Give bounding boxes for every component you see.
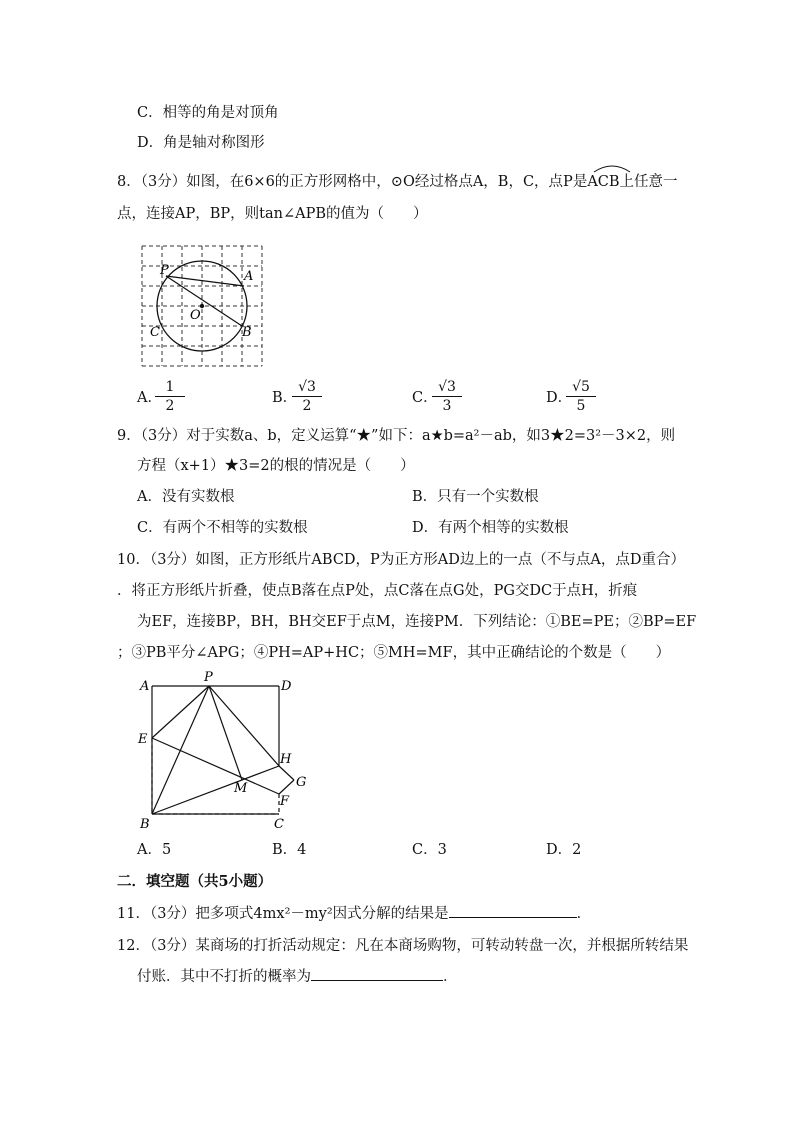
q7-option-c: C．相等的角是对顶角 <box>137 105 279 121</box>
q8-option-d-fraction <box>566 378 596 415</box>
q8-label-a: A <box>244 269 254 284</box>
q10-label-b: B <box>140 817 150 832</box>
q9-line2: 方程（x+1）★3=2的根的情况是（ ） <box>137 458 415 474</box>
q8-option-c-label: C． <box>412 390 438 406</box>
q8-label-b: B <box>242 325 252 340</box>
q8-option-d-label: D． <box>546 390 573 406</box>
q12-line1: 12．（3分）某商场的打折活动规定：凡在本商场购物，可转动转盘一次，并根据所转结果 <box>117 938 689 954</box>
q8-option-b-label: B． <box>272 390 298 406</box>
q9-option-c: C．有两个不相等的实数根 <box>137 520 308 536</box>
q10-line2: ．将正方形纸片折叠，使点B落在点P处，点C落在点G处，PG交DC于点H，折痕 <box>117 583 638 599</box>
q8-label-o: O <box>190 308 201 323</box>
q10-label-e: E <box>138 732 148 747</box>
q10-option-b: B．4 <box>272 842 307 858</box>
q10-line4: ；③PB平分∠APG；④PH=AP+HC；⑤MH=MF，其中正确结论的个数是（ ） <box>117 645 671 661</box>
q10-label-f: F <box>280 794 290 809</box>
q8-option-c-num: √3 <box>432 378 462 397</box>
q8-option-b-den: 2 <box>302 398 312 414</box>
q10-label-c: C <box>274 817 284 832</box>
q11-text: 11．（3分）把多项式4mx²－my²因式分解的结果是 <box>117 906 449 922</box>
q10-fold-figure <box>134 668 314 834</box>
arc-mark-icon <box>592 162 632 174</box>
q10-label-d: D <box>281 679 292 694</box>
q11-end: ． <box>576 906 592 922</box>
q11-line <box>117 903 591 924</box>
q10-label-g: G <box>296 775 307 790</box>
q12-line2-wrap <box>137 966 458 987</box>
q10-label-p: P <box>204 670 213 685</box>
q9-line1: 9．（3分）对于实数a、b，定义运算“★”如下：a★b=a²－ab，如3★2=3²－3×2，则 <box>117 428 676 444</box>
q8-option-d-num: √5 <box>566 378 596 397</box>
q8-option-a-label: A． <box>137 390 162 406</box>
q9-option-a: A．没有实数根 <box>137 489 235 505</box>
q12-end: ． <box>443 969 458 985</box>
q8-option-a-den: 2 <box>165 398 175 414</box>
q10-label-h: H <box>280 752 292 767</box>
q8-line2: 点，连接AP，BP，则tan∠APB的值为（ ） <box>117 206 428 222</box>
q10-option-d: D．2 <box>546 842 582 858</box>
q12-answer-blank[interactable] <box>311 966 443 981</box>
q8-label-c: C <box>150 325 160 340</box>
q10-option-c: C．3 <box>412 842 447 858</box>
q10-line3: 为EF，连接BP，BH，BH交EF于点M，连接PM．下列结论：①BE=PE；②BP=EF <box>137 614 697 630</box>
q8-option-c-den: 3 <box>442 398 452 414</box>
q9-option-b: B．只有一个实数根 <box>412 489 539 505</box>
q7-option-d: D．角是轴对称图形 <box>137 135 265 151</box>
q10-line1: 10．（3分）如图，正方形纸片ABCD，P为正方形AD边上的一点（不与点A，点D重合） <box>117 552 685 568</box>
q8-grid-circle-figure <box>140 244 265 369</box>
q8-option-c-fraction <box>432 378 462 415</box>
q8-option-b-fraction <box>292 378 322 415</box>
q8-option-a-num: 1 <box>155 378 185 397</box>
section-fill-in-title: 二．填空题（共5小题） <box>117 873 273 890</box>
q8-option-a-fraction <box>155 378 185 415</box>
q8-label-p: P <box>160 263 169 278</box>
q9-option-d: D．有两个相等的实数根 <box>412 520 569 536</box>
q10-label-a: A <box>140 679 150 694</box>
q8-line1: 8．（3分）如图，在6×6的正方形网格中，⊙O经过格点A，B，C，点P是ACB上任意一 <box>117 174 678 190</box>
q8-option-b-num: √3 <box>292 378 322 397</box>
q10-option-a: A．5 <box>137 842 172 858</box>
q8-option-d-den: 5 <box>576 398 586 414</box>
q10-label-m: M <box>234 781 248 796</box>
q11-answer-blank[interactable] <box>449 903 577 918</box>
q12-line2: 付账．其中不打折的概率为 <box>137 969 311 985</box>
